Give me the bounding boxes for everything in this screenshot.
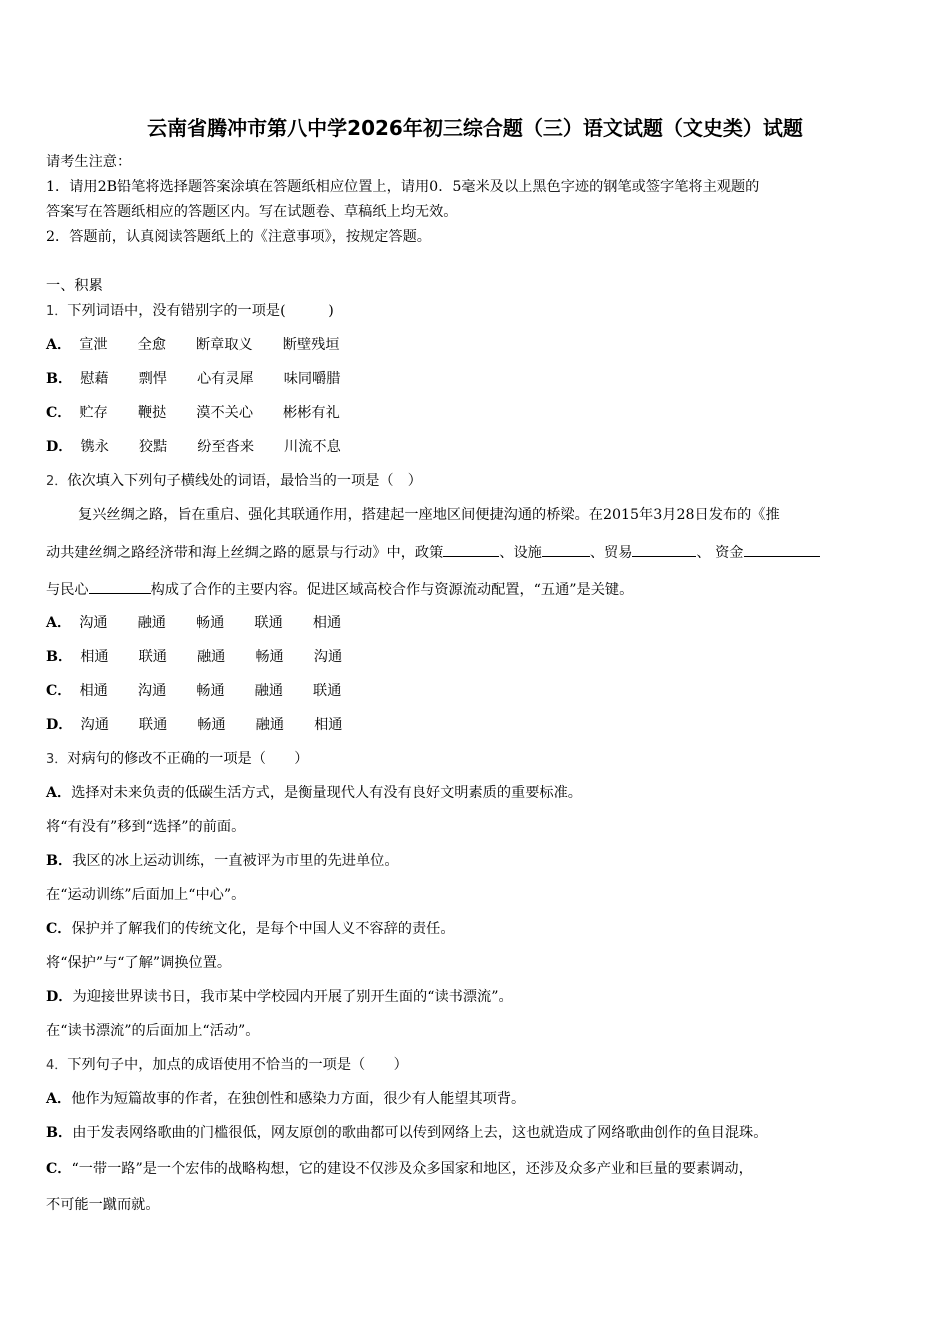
option-word: 联通	[254, 615, 283, 631]
option-word: 彬彬有礼	[283, 405, 340, 421]
option-label: A．	[46, 615, 72, 631]
passage-text: 动共建丝绸之路经济带和海上丝绸之路的愿景与行动》中，政策	[46, 545, 444, 561]
option-label: C．	[46, 921, 72, 937]
q3-option-c-fix: 将“保护”与“了解”调换位置。	[46, 955, 232, 971]
q1-option-b	[46, 369, 916, 389]
option-word: 味同嚼腊	[283, 371, 341, 387]
option-word: 联通	[313, 683, 342, 699]
question-stem: 下列句子中，加点的成语使用不恰当的一项是（ ）	[67, 1057, 408, 1073]
option-word: 沟通	[137, 683, 167, 699]
option-label: D．	[46, 439, 73, 455]
option-word: 融通	[254, 683, 284, 699]
option-word: 相通	[312, 615, 342, 631]
option-word: 沟通	[313, 649, 343, 665]
q2-passage-line-2	[46, 542, 916, 563]
option-text: 选择对未来负责的低碳生活方式，是衡量现代人有没有良好文明素质的重要标准。	[71, 785, 582, 801]
q2-option-a	[46, 613, 916, 633]
option-word: 慰藉	[80, 371, 109, 387]
option-label: A．	[46, 785, 72, 801]
q1-option-d	[46, 437, 916, 457]
option-label: D．	[46, 717, 73, 733]
option-label: C．	[46, 1161, 72, 1177]
option-label: D．	[46, 989, 73, 1005]
q4-option-b	[46, 1123, 916, 1143]
option-word: 联通	[138, 649, 167, 665]
blank-line	[542, 542, 590, 557]
option-word: 联通	[138, 717, 168, 733]
q3-option-b-fix: 在“运动训练”后面加上“中心”。	[46, 887, 246, 903]
q3-option-a-fix: 将“有没有”移到“选择”的前面。	[46, 819, 246, 835]
q2-option-b	[46, 647, 916, 667]
q2-passage-line-1: 复兴丝绸之路，旨在重启、强化其联通作用，搭建起一座地区间便捷沟通的桥梁。在2015年3月28日发布的《推	[78, 507, 780, 523]
q1-option-c	[46, 403, 916, 423]
notice-item-2: 2．答题前，认真阅读答题纸上的《注意事项》，按规定答题。	[46, 229, 431, 245]
q4-option-c-cont: 不可能一蹴而就。	[46, 1197, 160, 1213]
notice-item-1b: 答案写在答题纸相应的答题区内。写在试题卷、草稿纸上均无效。	[46, 204, 458, 220]
option-word: 心有灵犀	[196, 371, 254, 387]
q3-option-c	[46, 919, 916, 939]
page-title: 云南省腾冲市第八中学2026年初三综合题（三）语文试题（文史类）试题	[147, 116, 803, 140]
option-word: 融通	[196, 649, 226, 665]
option-word: 鞭挞	[137, 405, 167, 421]
option-text: 我区的冰上运动训练，一直被评为市里的先进单位。	[72, 853, 399, 869]
option-word: 畅通	[196, 683, 225, 699]
option-word: 断壁残垣	[282, 337, 340, 353]
question-number: 2．	[46, 474, 68, 489]
question-stem: 对病句的修改不正确的一项是（ ）	[67, 751, 309, 767]
q3-option-a	[46, 783, 916, 803]
option-label: B．	[46, 1125, 73, 1141]
q2-option-c	[46, 681, 916, 701]
q4-option-a	[46, 1089, 916, 1109]
question-stem: 下列词语中，没有错别字的一项是( )	[67, 303, 334, 319]
blank-line	[632, 542, 696, 557]
option-word: 狡黠	[138, 439, 168, 455]
option-label: C．	[46, 405, 72, 421]
option-word: 畅通	[197, 717, 226, 733]
option-word: 漠不关心	[196, 405, 254, 421]
question-1	[46, 301, 916, 322]
option-word: 相通	[79, 683, 108, 699]
option-text: “一带一路”是一个宏伟的战略构想，它的建设不仅涉及众多国家和地区，还涉及众多产业和巨量的要素调动，	[71, 1161, 753, 1177]
option-word: 融通	[137, 615, 166, 631]
q2-option-d	[46, 715, 916, 735]
option-word: 川流不息	[284, 439, 341, 455]
option-word: 剽悍	[138, 371, 167, 387]
blank-line	[744, 542, 820, 557]
option-word: 断章取义	[195, 337, 253, 353]
q3-option-b	[46, 851, 916, 871]
question-stem: 依次填入下列句子横线处的词语，最恰当的一项是（ ）	[67, 473, 422, 489]
passage-text: 、贸易	[589, 545, 633, 561]
question-number: 4．	[46, 1058, 68, 1073]
section-heading: 一、积累	[46, 278, 103, 294]
q2-passage-line-3	[46, 579, 916, 600]
option-label: B．	[46, 853, 73, 869]
q1-option-a	[46, 335, 916, 355]
q4-option-c	[46, 1159, 916, 1179]
option-text: 保护并了解我们的传统文化，是每个中国人义不容辞的责任。	[71, 921, 455, 937]
question-number: 1．	[46, 304, 68, 319]
option-label: B．	[46, 371, 73, 387]
option-word: 畅通	[195, 615, 225, 631]
option-label: B．	[46, 649, 73, 665]
option-word: 相通	[314, 717, 343, 733]
passage-text: 与民心	[46, 582, 89, 598]
option-text: 他作为短篇故事的作者，在独创性和感染力方面，很少有人能望其项背。	[71, 1091, 526, 1107]
option-word: 镌永	[80, 439, 109, 455]
notice-item-1a: 1．请用2B铅笔将选择题答案涂填在答题纸相应位置上，请用0．5毫米及以上黑色字迹的钢笔或签字笔将主观题的	[46, 179, 760, 195]
option-word: 相通	[80, 649, 109, 665]
blank-line	[89, 579, 151, 594]
option-word: 纷至沓来	[197, 439, 255, 455]
option-label: A．	[46, 337, 72, 353]
question-3	[46, 749, 916, 770]
option-word: 沟通	[80, 717, 109, 733]
option-label: C．	[46, 683, 72, 699]
passage-text: 构成了合作的主要内容。促进区域高校合作与资源流动配置，“五通”是关键。	[150, 582, 634, 598]
option-word: 畅通	[255, 649, 284, 665]
option-word: 融通	[255, 717, 285, 733]
option-text: 由于发表网络歌曲的门槛很低，网友原创的歌曲都可以传到网络上去，这也就造成了网络歌曲创作的鱼目混珠。	[72, 1125, 768, 1141]
blank-line	[443, 542, 499, 557]
q3-option-d	[46, 987, 916, 1007]
passage-text: 、 资金	[696, 545, 744, 561]
notice-heading: 请考生注意：	[46, 154, 132, 170]
question-number: 3．	[46, 752, 68, 767]
option-word: 沟通	[79, 615, 108, 631]
q3-option-d-fix: 在“读书漂流”的后面加上“活动”。	[46, 1023, 260, 1039]
question-4	[46, 1055, 916, 1076]
option-label: A．	[46, 1091, 72, 1107]
option-word: 贮存	[79, 405, 108, 421]
option-text: 为迎接世界读书日，我市某中学校园内开展了别开生面的“读书漂流”。	[72, 989, 513, 1005]
passage-text: 、设施	[499, 545, 542, 561]
option-word: 全愈	[137, 337, 166, 353]
option-word: 宣泄	[79, 337, 108, 353]
question-2	[46, 471, 916, 492]
